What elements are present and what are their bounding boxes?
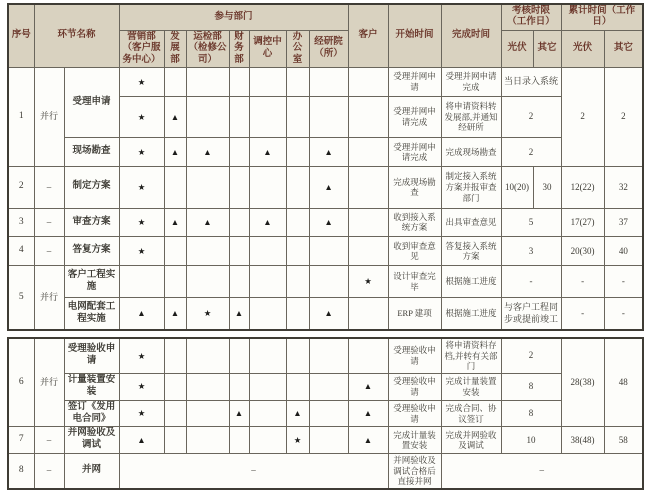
mark-cell [229,138,249,167]
flow-type-cell: 并行 [34,266,64,330]
mark-cell [309,96,348,137]
merged-dash-cell: – [119,454,388,489]
mark-cell [348,67,388,96]
mark-cell [164,237,186,266]
mark-cell [229,427,249,454]
participant-mark-cell: ▲ [286,400,309,427]
header-cell: 光伏 [501,30,533,67]
flow-type-cell: – [34,208,64,237]
finish-time-cell: 制定接入系统方案并报审查部门 [441,167,501,208]
header-row [8,4,643,30]
participant-mark-cell: ▲ [164,138,186,167]
mark-cell [186,167,229,208]
table-row [8,167,643,208]
cumulative-time-cell: 37 [604,208,643,237]
row-number-cell: 2 [8,167,34,208]
cumulative-time-cell: - [561,266,604,298]
assess-limit-cell: 30 [533,167,561,208]
lead-mark-cell: ★ [119,373,164,400]
cumulative-time-cell: 58 [604,427,643,454]
mark-cell [286,67,309,96]
step-name-cell: 审查方案 [64,208,119,237]
finish-time-cell: 完成并网验收及调试 [441,427,501,454]
assess-limit-cell: 3 [501,237,561,266]
mark-cell [348,237,388,266]
row-number-cell: 3 [8,208,34,237]
flow-type-cell: – [34,167,64,208]
step-name-cell: 计量装置安装 [64,373,119,400]
cumulative-time-cell: - [604,266,643,298]
mark-cell [164,373,186,400]
mark-cell [186,96,229,137]
lead-mark-cell: ★ [348,266,388,298]
mark-cell [348,167,388,208]
assess-limit-cell: 2 [501,338,561,373]
finish-time-cell: 完成计量装置安装 [441,373,501,400]
table-row [8,373,643,400]
header-cell: 完成时间 [441,4,501,67]
assess-limit-cell: 8 [501,400,561,427]
start-time-cell: 受理并网申请完成 [388,96,441,137]
mark-cell [249,400,286,427]
table-body [8,338,643,489]
row-number-cell: 7 [8,427,34,454]
flow-type-cell: – [34,454,64,489]
assess-limit-cell: 2 [501,96,561,137]
row-number-cell: 4 [8,237,34,266]
lead-mark-cell: ★ [119,208,164,237]
participant-mark-cell: ▲ [309,208,348,237]
finish-time-cell: 完成合同、协议签订 [441,400,501,427]
row-number-cell: 5 [8,266,34,330]
start-time-cell: 收到审查意见 [388,237,441,266]
assess-limit-cell: 10 [501,427,561,454]
table-row [8,237,643,266]
cumulative-time-cell: 2 [561,67,604,166]
participant-mark-cell: ▲ [309,167,348,208]
header-cell: 考核时限（工作日） [501,4,561,30]
mark-cell [164,338,186,373]
finish-time-cell: 将申请资料转发展部,并通知经研所 [441,96,501,137]
mark-cell [309,266,348,298]
cumulative-time-cell: - [561,298,604,330]
participant-mark-cell: ▲ [309,298,348,330]
start-time-cell: 受理验收申请 [388,338,441,373]
lead-mark-cell: ★ [119,96,164,137]
start-time-cell: 受理并网申请 [388,67,441,96]
mark-cell [286,298,309,330]
header-cell: 调控中心 [249,30,286,67]
mark-cell [186,427,229,454]
participant-mark-cell: ▲ [164,208,186,237]
step-name-cell: 答复方案 [64,237,119,266]
step-name-cell: 制定方案 [64,167,119,208]
participant-mark-cell: ▲ [186,138,229,167]
mark-cell [229,266,249,298]
mark-cell [286,208,309,237]
finish-time-cell: 出具审查意见 [441,208,501,237]
start-time-cell: 收到接入系统方案 [388,208,441,237]
mark-cell [286,167,309,208]
step-name-cell: 受理申请 [64,67,119,137]
mark-cell [229,373,249,400]
header-cell: 办公室 [286,30,309,67]
start-time-cell: 受理验收申请 [388,373,441,400]
mark-cell [249,237,286,266]
participant-mark-cell: ▲ [249,208,286,237]
start-time-cell: 受理验收申请 [388,400,441,427]
start-time-cell: 完成现场勘查 [388,167,441,208]
participant-mark-cell: ▲ [119,427,164,454]
header-cell: 运检部（检修公司） [186,30,229,67]
mark-cell [249,266,286,298]
participant-mark-cell: ▲ [348,427,388,454]
mark-cell [164,266,186,298]
assess-limit-cell: 10(20) [501,167,533,208]
cumulative-time-cell: 40 [604,237,643,266]
lead-mark-cell: ★ [286,427,309,454]
mark-cell [186,373,229,400]
header-cell: 序号 [8,4,34,67]
header-cell: 开始时间 [388,4,441,67]
header-cell: 参与部门 [119,4,348,30]
row-number-cell: 8 [8,454,34,489]
participant-mark-cell: ▲ [229,298,249,330]
cumulative-time-cell: 28(38) [561,338,604,427]
start-time-cell: 受理并网申请完成 [388,138,441,167]
cumulative-time-cell: - [604,298,643,330]
table-header [8,4,643,67]
mark-cell [249,96,286,137]
table-row [8,427,643,454]
mark-cell [229,338,249,373]
mark-cell [229,167,249,208]
lead-mark-cell: ★ [119,67,164,96]
assess-limit-cell: 8 [501,373,561,400]
mark-cell [348,208,388,237]
table-body [8,67,643,330]
mark-cell [229,208,249,237]
step-name-cell: 电网配套工程实施 [64,298,119,330]
mark-cell [348,138,388,167]
flow-type-cell: 并行 [34,67,64,166]
mark-cell [309,400,348,427]
table-row [8,400,643,427]
mark-cell [348,298,388,330]
finish-time-cell: 根据施工进度 [441,266,501,298]
mark-cell [249,427,286,454]
step-name-cell: 客户工程实施 [64,266,119,298]
lead-mark-cell: ★ [119,400,164,427]
mark-cell [229,67,249,96]
table-row [8,454,643,489]
mark-cell [309,338,348,373]
table-row [8,208,643,237]
mark-cell [286,266,309,298]
mark-cell [186,237,229,266]
header-cell: 其它 [604,30,643,67]
cumulative-time-cell: 20(30) [561,237,604,266]
mark-cell [164,67,186,96]
mark-cell [286,237,309,266]
header-cell: 其它 [533,30,561,67]
mark-cell [309,373,348,400]
mark-cell [348,96,388,137]
lead-mark-cell: ★ [186,298,229,330]
start-time-cell: 完成计量装置安装 [388,427,441,454]
cumulative-time-cell: 32 [604,167,643,208]
finish-time-cell: 受理并网申请完成 [441,67,501,96]
lead-mark-cell: ★ [119,138,164,167]
row-number-cell: 1 [8,67,34,166]
finish-time-cell: 答复接入系统方案 [441,237,501,266]
mark-cell [164,427,186,454]
assess-limit-cell: 当日录入系统 [501,67,561,96]
header-cell: 财务部 [229,30,249,67]
finish-time-cell: 根据施工进度 [441,298,501,330]
mark-cell [309,67,348,96]
cumulative-time-cell: 48 [604,338,643,427]
participant-mark-cell: ▲ [164,96,186,137]
participant-mark-cell: ▲ [309,138,348,167]
mark-cell [286,338,309,373]
header-cell: 累计时间（工作日） [561,4,643,30]
cumulative-time-cell: 38(48) [561,427,604,454]
flow-type-cell: – [34,427,64,454]
mark-cell [309,427,348,454]
header-cell: 客户 [348,4,388,67]
start-time-cell: 设计审查完毕 [388,266,441,298]
mark-cell [286,96,309,137]
assess-limit-cell: - [501,266,561,298]
participant-mark-cell: ▲ [249,138,286,167]
mark-cell [186,67,229,96]
mark-cell [249,338,286,373]
table-row [8,266,643,298]
flow-type-cell: – [34,237,64,266]
participant-mark-cell: ▲ [164,298,186,330]
participant-mark-cell: ▲ [229,400,249,427]
mark-cell [186,266,229,298]
participant-mark-cell: ▲ [119,298,164,330]
header-cell: 经研院（所） [309,30,348,67]
assess-limit-cell: 2 [501,138,561,167]
mark-cell [286,373,309,400]
header-cell: 环节名称 [34,4,119,67]
mark-cell [186,338,229,373]
start-time-cell: 并网验收及调试合格后直接并网 [388,454,441,489]
cumulative-time-cell: 17(27) [561,208,604,237]
finish-time-cell: 将申请资料存档,并转有关部门 [441,338,501,373]
step-name-cell: 签订《发用电合同》 [64,400,119,427]
participant-mark-cell: ▲ [348,373,388,400]
lead-mark-cell: ★ [119,167,164,208]
mark-cell [164,167,186,208]
table-row [8,67,643,96]
flow-type-cell: 并行 [34,338,64,427]
cumulative-time-cell: 2 [604,67,643,166]
lead-mark-cell: ★ [119,338,164,373]
mark-cell [229,96,249,137]
mark-cell [249,67,286,96]
header-cell: 发展部 [164,30,186,67]
mark-cell [164,400,186,427]
mark-cell [348,338,388,373]
step-name-cell: 并网验收及调试 [64,427,119,454]
table-row [8,298,643,330]
step-name-cell: 并网 [64,454,119,489]
merged-dash-cell: – [441,454,643,489]
assess-limit-cell: 与客户工程同步或提前竣工 [501,298,561,330]
process-table-main [7,3,644,331]
table-row [8,338,643,373]
mark-cell [119,266,164,298]
start-time-cell: ERP 建项 [388,298,441,330]
mark-cell [186,400,229,427]
header-cell: 营销部（客户服务中心） [119,30,164,67]
step-name-cell: 受理验收申请 [64,338,119,373]
participant-mark-cell: ▲ [186,208,229,237]
step-name-cell: 现场勘查 [64,138,119,167]
mark-cell [249,373,286,400]
mark-cell [229,237,249,266]
header-cell: 光伏 [561,30,604,67]
finish-time-cell: 完成现场勘查 [441,138,501,167]
assess-limit-cell: 5 [501,208,561,237]
participant-mark-cell: ▲ [348,400,388,427]
table-row [8,138,643,167]
mark-cell [309,237,348,266]
mark-cell [249,298,286,330]
mark-cell [286,138,309,167]
lead-mark-cell: ★ [119,237,164,266]
cumulative-time-cell: 12(22) [561,167,604,208]
process-table-second [7,337,644,490]
mark-cell [249,167,286,208]
row-number-cell: 6 [8,338,34,427]
